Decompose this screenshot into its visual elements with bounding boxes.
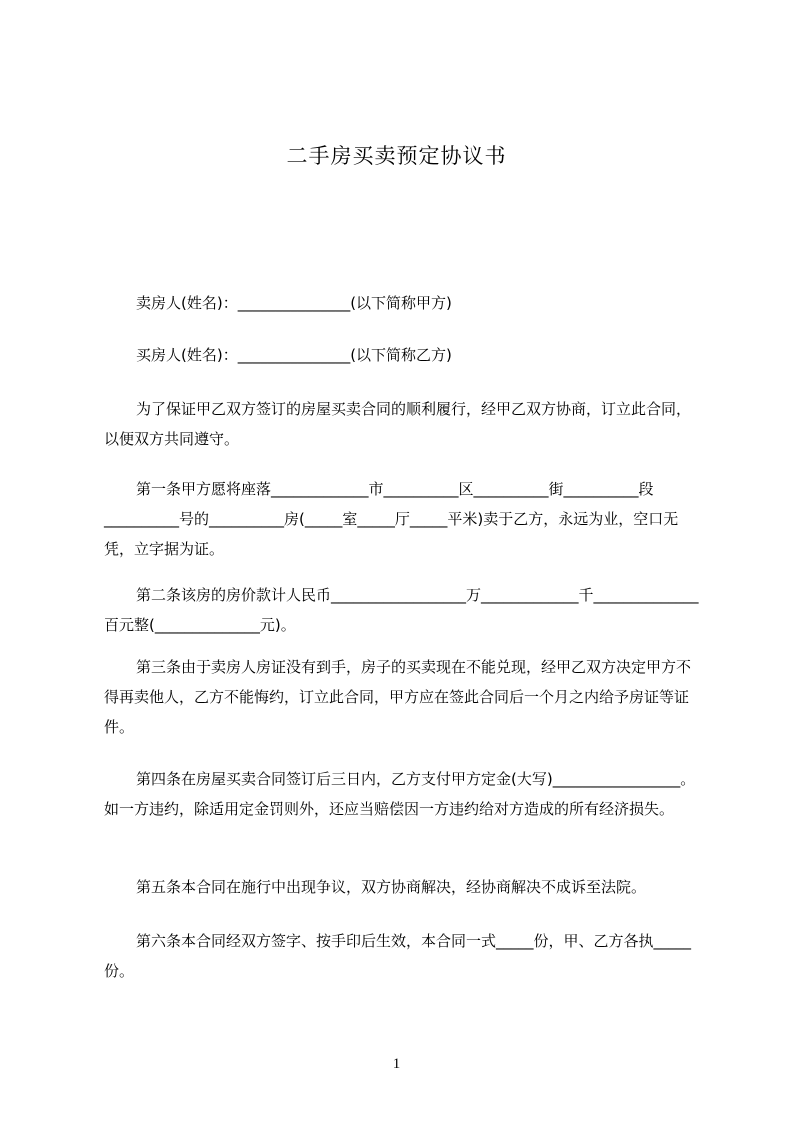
page-number: 1	[392, 1056, 401, 1072]
clause-2: 第二条该房的房价款计人民币__________________万_____________千______________百元整(______________元)。	[104, 586, 699, 634]
document-title: 二手房买卖预定协议书	[286, 144, 507, 168]
clause-4: 第四条在房屋买卖合同签订后三日内，乙方支付甲方定金(大写)_________________。如一方违约，除适用定金罚则外，还应当赔偿因一方违约给对方造成的所有经济损失。	[104, 770, 696, 818]
preamble-paragraph: 为了保证甲乙双方签订的房屋买卖合同的顺利履行，经甲乙双方协商，订立此合同，以便双方共同遵守。	[104, 400, 692, 448]
buyer-line: 买房人(姓名)：_______________(以下简称乙方)	[136, 346, 452, 364]
clause-1: 第一条甲方愿将座落_____________市__________区__________街__________段__________号的__________房(_____室_____厅_____平米)卖于乙方，永远为业，空口无凭，立字据为证。	[104, 480, 679, 558]
clause-3: 第三条由于卖房人房证没有到手，房子的买卖现在不能兑现，经甲乙双方决定甲方不得再卖他人，乙方不能悔约，订立此合同，甲方应在签此合同后一个月之内给予房证等证件。	[104, 658, 692, 736]
clause-5: 第五条本合同在施行中出现争议，双方协商解决，经协商解决不成诉至法院。	[136, 878, 647, 896]
seller-line: 卖房人(姓名)：_______________(以下简称甲方)	[136, 294, 452, 312]
clause-6: 第六条本合同经双方签字、按手印后生效，本合同一式_____份，甲、乙方各执_____份。	[104, 932, 692, 980]
